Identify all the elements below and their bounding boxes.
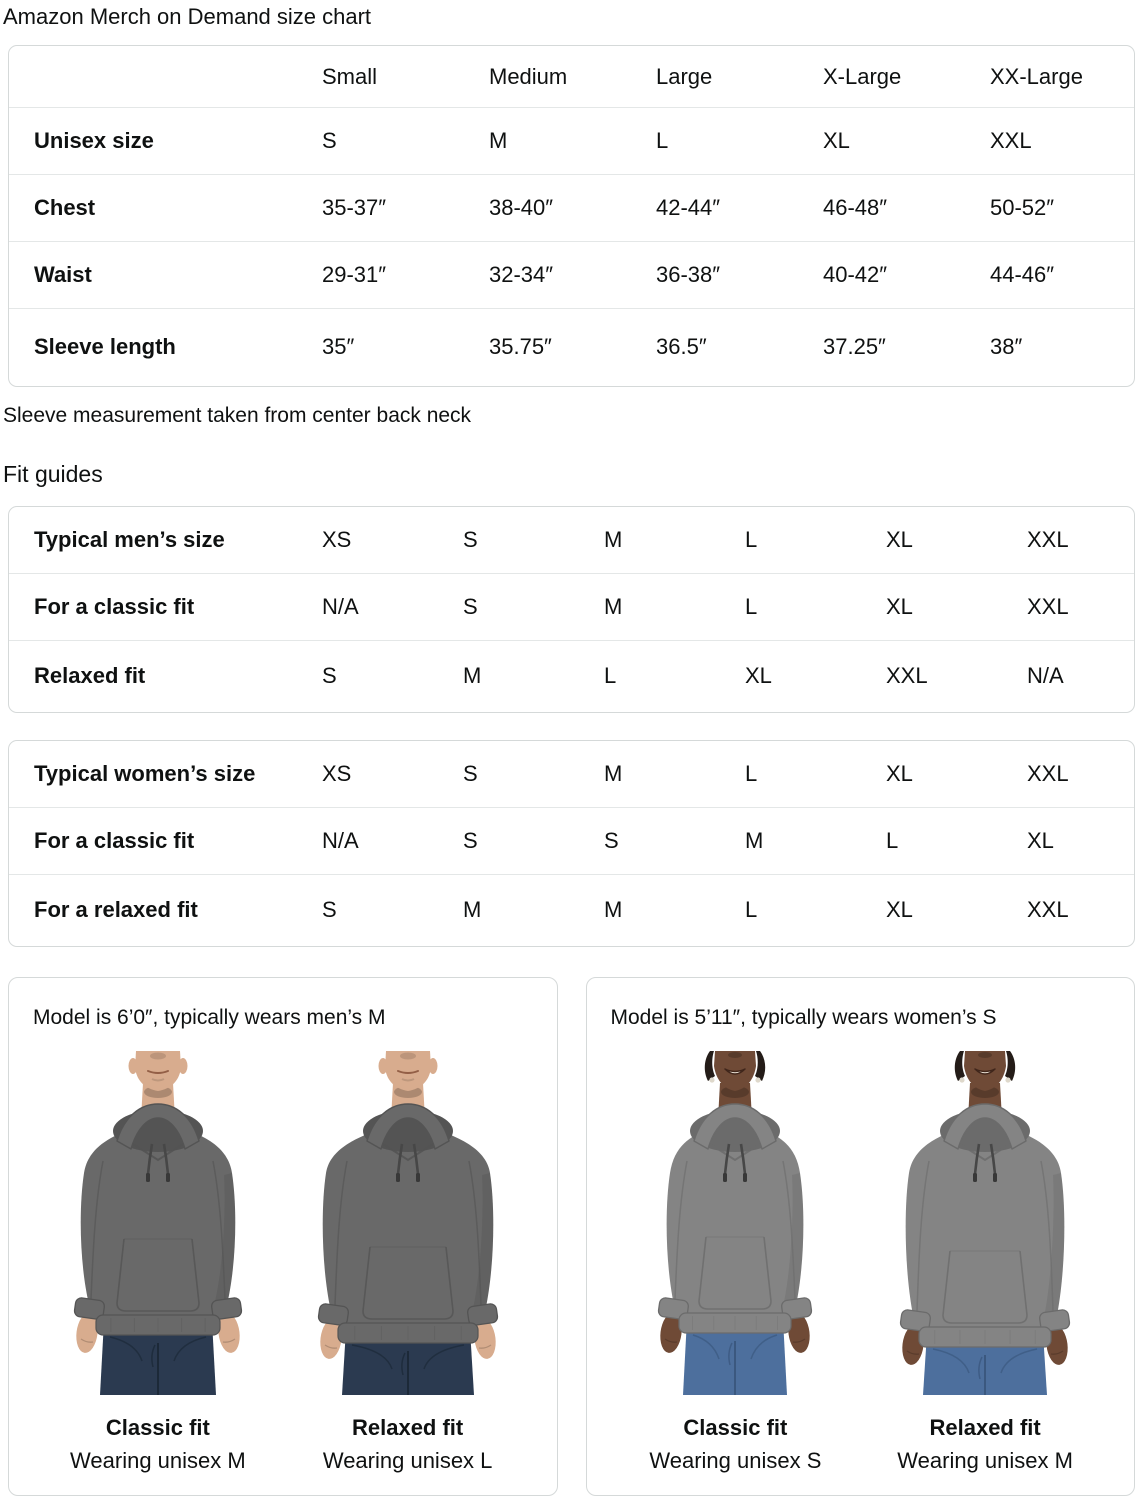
- size-cell: S: [463, 760, 478, 786]
- size-cell: N/A: [315, 574, 456, 641]
- row-label: Typical women’s size: [34, 760, 256, 786]
- table-row: [9, 574, 1134, 641]
- model-panel-men: [8, 977, 558, 1496]
- size-cell: 32-34″: [482, 242, 649, 309]
- size-cell: L: [745, 760, 758, 786]
- size-cell: XXL: [1027, 760, 1069, 786]
- size-cell: M: [482, 108, 649, 175]
- size-cell: 35.75″: [482, 309, 649, 386]
- model-photo: [55, 1043, 261, 1395]
- size-cell: 35″: [315, 309, 482, 386]
- size-cell: M: [456, 875, 597, 946]
- fit-guides-heading: Fit guides: [3, 460, 103, 487]
- size-cell: S: [315, 641, 456, 712]
- size-cell: L: [738, 875, 879, 946]
- size-cell: 40-42″: [816, 242, 983, 309]
- table-row: [9, 175, 1134, 242]
- size-cell: L: [879, 808, 1020, 875]
- size-cell: 38″: [983, 309, 1134, 386]
- size-cell: S: [463, 526, 478, 552]
- size-cell: M: [738, 808, 879, 875]
- column-header: Medium: [489, 63, 568, 89]
- table-row: [9, 507, 1134, 574]
- row-label: Chest: [9, 175, 315, 242]
- size-cell: XXL: [879, 641, 1020, 712]
- model-photo: [305, 1043, 511, 1395]
- row-label: Unisex size: [9, 108, 315, 175]
- table-row: [9, 875, 1134, 946]
- size-cell: XXL: [1020, 875, 1134, 946]
- table-row: [9, 741, 1134, 808]
- model-figures: [33, 1043, 533, 1473]
- model-panel-women: [586, 977, 1136, 1496]
- table-row: [9, 641, 1134, 712]
- size-cell: 46-48″: [816, 175, 983, 242]
- model-panel-title: Model is 6’0″, typically wears men’s M: [33, 1005, 386, 1029]
- model-figure: [860, 1043, 1110, 1473]
- model-panels: [8, 977, 1135, 1496]
- size-cell: XL: [879, 875, 1020, 946]
- size-cell: XXL: [983, 108, 1134, 175]
- column-header: [9, 46, 315, 108]
- size-cell: S: [315, 875, 456, 946]
- fit-label: Relaxed fit: [351, 1414, 464, 1440]
- size-cell: XL: [886, 526, 913, 552]
- size-cell: XL: [879, 574, 1020, 641]
- size-cell: 38-40″: [482, 175, 649, 242]
- fit-label: Classic fit: [105, 1414, 210, 1440]
- size-cell: XS: [322, 760, 352, 786]
- size-cell: 42-44″: [649, 175, 816, 242]
- model-figures: [611, 1043, 1111, 1473]
- row-label: Waist: [9, 242, 315, 309]
- size-cell: N/A: [1020, 641, 1134, 712]
- table-row: [9, 808, 1134, 875]
- size-cell: S: [456, 808, 597, 875]
- size-cell: L: [745, 526, 758, 552]
- wearing-label: Wearing unisex M: [70, 1447, 246, 1473]
- model-photo-woman-classic: [632, 1043, 838, 1395]
- size-cell: M: [604, 526, 623, 552]
- column-header: X-Large: [823, 63, 902, 89]
- size-cell: 50-52″: [983, 175, 1134, 242]
- model-photo: [632, 1043, 838, 1395]
- mens-fit-card: [8, 506, 1135, 713]
- size-cell: 44-46″: [983, 242, 1134, 309]
- size-cell: L: [597, 641, 738, 712]
- size-cell: XL: [816, 108, 983, 175]
- wearing-label: Wearing unisex M: [897, 1447, 1073, 1473]
- sleeve-note: Sleeve measurement taken from center back neck: [3, 403, 472, 427]
- size-cell: N/A: [315, 808, 456, 875]
- size-chart-table: [9, 46, 1134, 386]
- model-photo: [882, 1043, 1088, 1395]
- table-row: [9, 309, 1134, 386]
- column-header: Small: [322, 63, 378, 89]
- table-row: [9, 108, 1134, 175]
- row-label: For a classic fit: [9, 808, 315, 875]
- size-cell: L: [738, 574, 879, 641]
- size-cell: 36.5″: [649, 309, 816, 386]
- size-cell: XL: [738, 641, 879, 712]
- womens-fit-table: [9, 741, 1134, 946]
- size-cell: L: [649, 108, 816, 175]
- row-label: Sleeve length: [9, 309, 315, 386]
- fit-label: Relaxed fit: [929, 1414, 1041, 1440]
- row-label: For a relaxed fit: [9, 875, 315, 946]
- row-label: Typical men’s size: [34, 526, 225, 552]
- size-cell: 36-38″: [649, 242, 816, 309]
- size-cell: S: [597, 808, 738, 875]
- wearing-label: Wearing unisex S: [649, 1447, 822, 1473]
- size-chart-card: [8, 45, 1135, 387]
- womens-fit-card: [8, 740, 1135, 947]
- model-figure: [283, 1043, 533, 1473]
- column-header: Large: [656, 63, 713, 89]
- model-figure: [611, 1043, 861, 1473]
- header-row: [9, 46, 1134, 108]
- row-label: For a classic fit: [9, 574, 315, 641]
- size-cell: M: [604, 760, 623, 786]
- model-photo-man-classic: [55, 1043, 261, 1395]
- size-cell: S: [456, 574, 597, 641]
- model-photo-woman-relaxed: [882, 1043, 1088, 1395]
- column-header: XX-Large: [990, 63, 1083, 89]
- size-cell: 35-37″: [315, 175, 482, 242]
- size-cell: M: [456, 641, 597, 712]
- table-row: [9, 242, 1134, 309]
- size-cell: M: [597, 574, 738, 641]
- size-cell: M: [597, 875, 738, 946]
- model-figure: [33, 1043, 283, 1473]
- size-cell: XL: [886, 760, 913, 786]
- size-cell: XL: [1020, 808, 1134, 875]
- row-label: Relaxed fit: [9, 641, 315, 712]
- fit-label: Classic fit: [683, 1414, 788, 1440]
- page-title: Amazon Merch on Demand size chart: [3, 4, 372, 29]
- model-panel-title: Model is 5’11″, typically wears women’s S: [610, 1005, 997, 1029]
- size-cell: XXL: [1027, 526, 1069, 552]
- model-photo-man-relaxed: [305, 1043, 511, 1395]
- size-cell: XXL: [1020, 574, 1134, 641]
- wearing-label: Wearing unisex L: [322, 1447, 493, 1473]
- size-cell: 37.25″: [816, 309, 983, 386]
- size-cell: XS: [322, 526, 352, 552]
- size-cell: 29-31″: [315, 242, 482, 309]
- size-cell: S: [315, 108, 482, 175]
- mens-fit-table: [9, 507, 1134, 712]
